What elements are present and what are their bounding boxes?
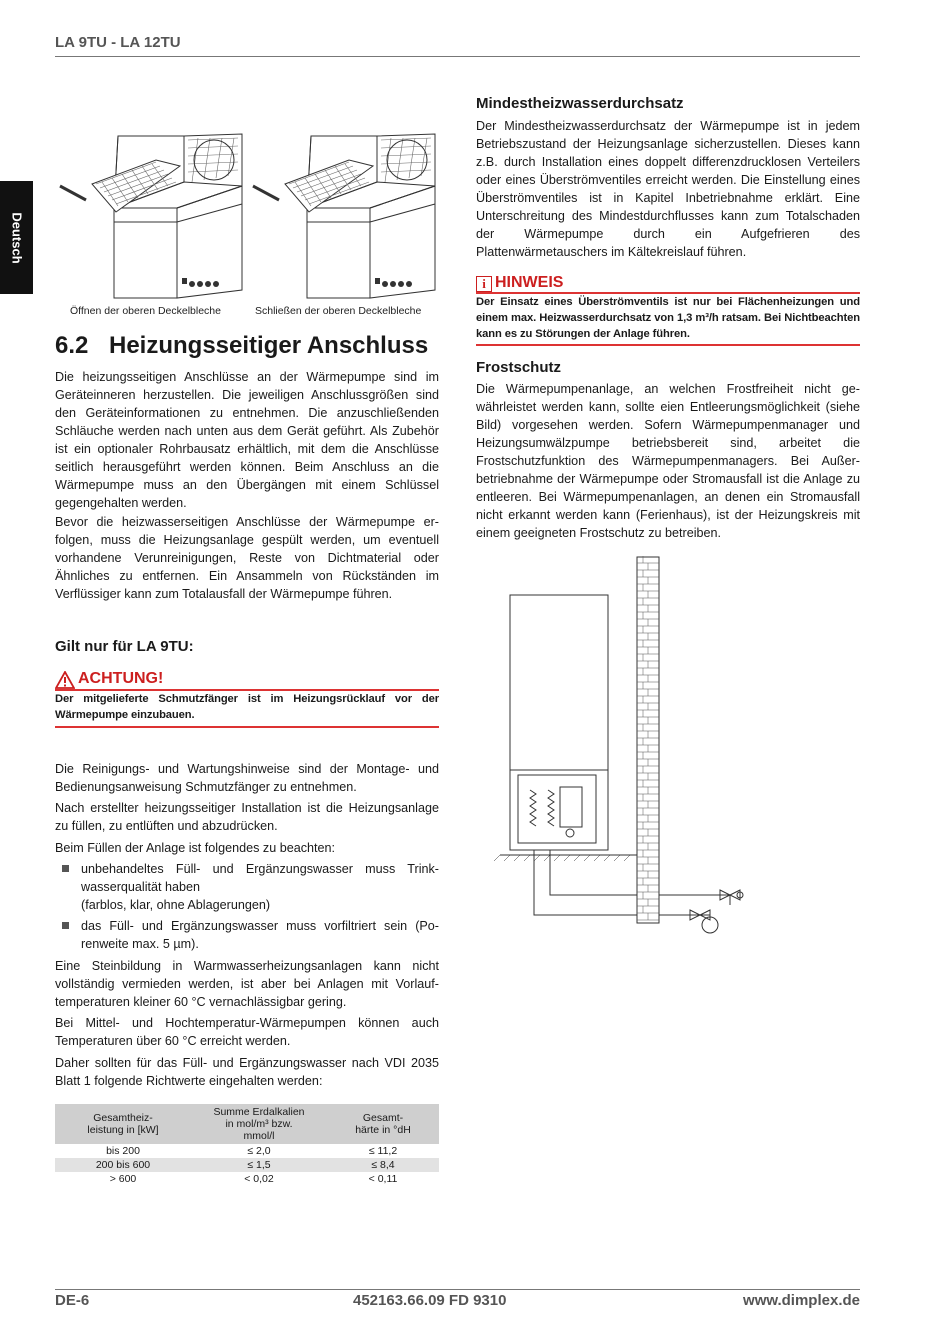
- table-row: [55, 1144, 439, 1158]
- footer-page-number: DE-6: [55, 1292, 90, 1309]
- side-tab-label: Deutsch: [9, 211, 24, 264]
- info-icon: i: [476, 276, 492, 292]
- language-side-tab: [0, 181, 33, 294]
- paragraph-filling-notes: Beim Füllen der Anlage ist folgendes zu beachten:: [55, 841, 336, 855]
- table-header-cell: Gesamt- härte in °dH: [327, 1104, 439, 1144]
- footer-website-link[interactable]: www.dimplex.de: [743, 1292, 860, 1309]
- footer-rule: [55, 1289, 860, 1290]
- warning-bottom-rule: [55, 726, 439, 728]
- table-cell: ≤ 8,4: [327, 1158, 439, 1172]
- section-heading: [55, 332, 428, 360]
- header-rule: [55, 56, 860, 57]
- paragraph-cleaning: Die Reinigungs- und Wartungshinweise sind der Montage- und Bedienungsanweisung Schmutzfänger zu entnehmen.: [55, 762, 439, 794]
- water-guideline-table: [55, 1104, 439, 1186]
- footer-doc-number: 452163.66.09 FD 9310: [353, 1292, 507, 1309]
- heat-pump-close-cover-illustration: [245, 130, 440, 302]
- table-header-cell: Summe Erdalkalien in mol/m³ bzw. mmol/l: [191, 1104, 327, 1144]
- table-cell: > 600: [109, 1173, 137, 1185]
- bullet-item-continuation: (farblos, klar, ohne Ablagerungen): [81, 898, 271, 912]
- bullet-item: unbehandeltes Füll- und Ergänzungswasser muss Trinkwasserqualität haben: [81, 862, 439, 894]
- paragraph-vdi: Daher sollten für das Füll- und Ergänzungswasser nach VDI 2035 Blatt 1 folgende Richtwerte eingehalten werden:: [55, 1056, 439, 1088]
- subheading-la9tu: Gilt nur für LA 9TU:: [55, 638, 194, 655]
- note-title: HINWEIS: [495, 274, 564, 291]
- table-header-row: [55, 1104, 439, 1144]
- bullet-square-icon: [62, 922, 69, 929]
- paragraph-flush-system: Bevor die heizwasserseitigen Anschlüsse der Wärmepumpe erfolgen, muss die Heizungsanlage gespült werden, um eventuell vorhandene Verunreinigungen, Reste von Dichtmaterial oder Ähnliches zu entfernen. Ein Ansammeln von Rückständen im Verflüssiger kann zum Totalausfall der Wärmepumpe führen.: [55, 515, 439, 601]
- table-cell: ≤ 2,0: [247, 1145, 271, 1157]
- table-cell: bis 200: [106, 1145, 140, 1157]
- heading-min-flow: Mindestheizwasserdurchsatz: [476, 95, 684, 112]
- bullet-square-icon: [62, 865, 69, 872]
- table-row: [55, 1158, 439, 1172]
- heading-frost: Frostschutz: [476, 359, 562, 376]
- paragraph-min-flow: Der Mindestheizwasserdurchsatz der Wärmepumpe ist in jedem Betriebszustand der Heizungsanlage sicherzustellen. Dieses kann z.B. durch Installation eines doppelt differenzdrucklosen Verteilers oder eines Überströmventiles erreicht werden. Die Einstellung eines Überströmventiles ist in Kapitel Inbetriebnahme erklärt. Eine Unterschreitung des Mindestdurchflusses kann zum Totalschaden der Wärmepumpe durch ein Aufgefrieren des Plattenwärmetauschers im Kältekreislauf führen.: [476, 119, 860, 259]
- table-header-cell: Gesamtheiz- leistung in [kW]: [55, 1104, 191, 1144]
- drain-installation-diagram: [490, 555, 770, 935]
- paragraph-high-temp: Bei Mittel- und Hochtemperatur-Wärmepumpen können auch Temperaturen über 60 °C erreicht werden.: [55, 1016, 439, 1048]
- header-title: LA 9TU - LA 12TU: [55, 34, 181, 51]
- table-cell: ≤ 1,5: [191, 1158, 327, 1172]
- warning-text: Der mitgelieferte Schmutzfänger ist im Heizungsrücklauf vor der Wärmepumpe einzubauen.: [55, 693, 439, 721]
- section-number: 6.2: [55, 332, 89, 359]
- warning-triangle-icon: [55, 671, 75, 689]
- paragraph-fill-vent: Nach erstellter heizungsseitiger Installation ist die Heizungsanlage zu füllen, zu entlüften und abzudrücken.: [55, 801, 439, 833]
- note-bottom-rule: [476, 344, 860, 346]
- table-cell: ≤ 11,2: [368, 1145, 398, 1157]
- paragraph-frost: Die Wärmepumpenanlage, an welchen Frostfreiheit nicht gewährleistet werden kann, sollte eien Entleerungsmöglichkeit (siehe Bild) vorgesehen werden. Sofern Wärmepumpenmanager und Heizungsumwälzpumpe betriebsbereit sind, arbeitet die Frostschutzfunktion des Wärmepumpenmanagers. Bei Außerbetriebnahme der Wärmepumpe oder Stromausfall ist die Anlage zu entleeren. Bei Wärmepumpenanlagen, an denen ein Stromausfall nicht erkannt werden kann (Ferienhaus), ist der Heizungskreis mit einem geeigneten Frostschutz zu betreiben.: [476, 382, 860, 540]
- table-cell: < 0,02: [244, 1173, 274, 1185]
- section-title: Heizungsseitiger Anschluss: [109, 332, 429, 359]
- caption-open-cover: Öffnen der oberen Deckelbleche: [70, 305, 221, 317]
- table-cell: 200 bis 600: [55, 1158, 191, 1172]
- warning-title: ACHTUNG!: [78, 670, 164, 687]
- paragraph-connections: Die heizungsseitigen Anschlüsse an der Wärmepumpe sind im Geräteinneren herzustellen. Die jeweiligen Anschlussgrößen sind den Geräteinformationen zu entnehmen. Die anzuschließenden Schläuche werden nach unten aus dem Gerät geführt. Als Zubehör ist ein optionaler Rohrbausatz erhältlich, mit dem die Anschlüsse seitlich herausgeführt werden können. Beim Anschluss an die Wärmepumpe muss an den Übergängen mit einem Schlüssel gegengehalten werden.: [55, 370, 439, 510]
- note-text: Der Einsatz eines Überströmventils ist nur bei Flächenheizungen und einem max. Heizwasserdurchsatz von 1,3 m³/h ratsam. Bei Nichtbeachten kann es zu Störungen der Anlage führen.: [476, 296, 860, 340]
- caption-close-cover: Schließen der oberen Deckelbleche: [255, 305, 422, 317]
- table-row: [55, 1172, 439, 1186]
- paragraph-scale: Eine Steinbildung in Warmwasserheizungsanlagen kann nicht vollständig vermieden werden, ist aber bei Anlagen mit Vorlauftemperaturen kleiner 60 °C vernachlässigbar gering.: [55, 959, 439, 1009]
- table-cell: < 0,11: [368, 1173, 398, 1185]
- heat-pump-open-cover-illustration: [52, 130, 247, 302]
- bullet-item: das Füll- und Ergänzungswasser muss vorfiltriert sein (Porenweite max. 5 µm).: [81, 919, 439, 951]
